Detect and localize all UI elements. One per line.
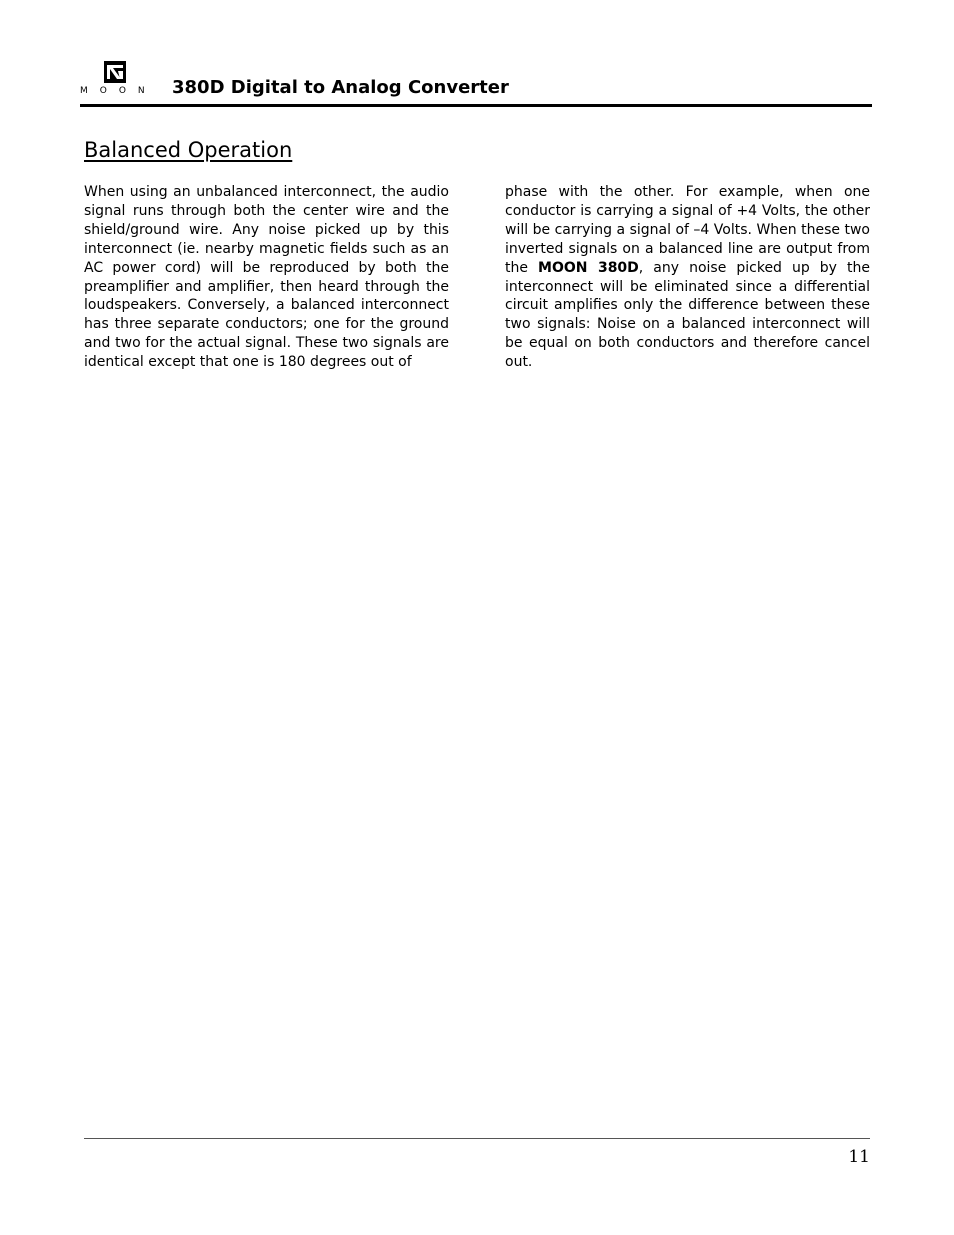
body-column-left: When using an unbalanced interconnect, the audio signal runs through both the center wire and the shield/ground wire. Any noise picked up by this interconnect (ie. nearby magnetic fields such as an AC power cord) will be reproduced by both the preamplifier and amplifier, then heard through the loudspeakers. Conversely, a balanced interconnect has three separate conductors; one for the ground and two for the actual signal. These two signals are identical except that one is 180 degrees out of bbox=[84, 184, 449, 371]
body-text-segment: phase with the other. For example, when one conductor is carrying a signal of +4 Volts, the other will be carrying a signal of –4 Volts. When these two inverted signals on a balanced line are output from the bbox=[505, 184, 870, 276]
moon-logo-icon bbox=[104, 61, 126, 83]
logo-wordmark: MOON bbox=[80, 86, 157, 96]
body-column-right bbox=[505, 183, 870, 372]
product-name-bold: MOON 380D bbox=[538, 259, 639, 276]
moon-logo bbox=[80, 58, 160, 100]
page-header bbox=[80, 58, 872, 107]
section-heading: Balanced Operation bbox=[84, 138, 293, 162]
body-text-segment: , any noise picked up by the interconnect will be eliminated since a differential circuit amplifies only the difference between these two signals: Noise on a balanced interconnect will be equal on both conductors and therefore cancel out. bbox=[505, 259, 870, 371]
document-title: 380D Digital to Analog Converter bbox=[172, 77, 509, 98]
footer-divider bbox=[84, 1138, 870, 1139]
page-number: 11 bbox=[848, 1147, 870, 1167]
